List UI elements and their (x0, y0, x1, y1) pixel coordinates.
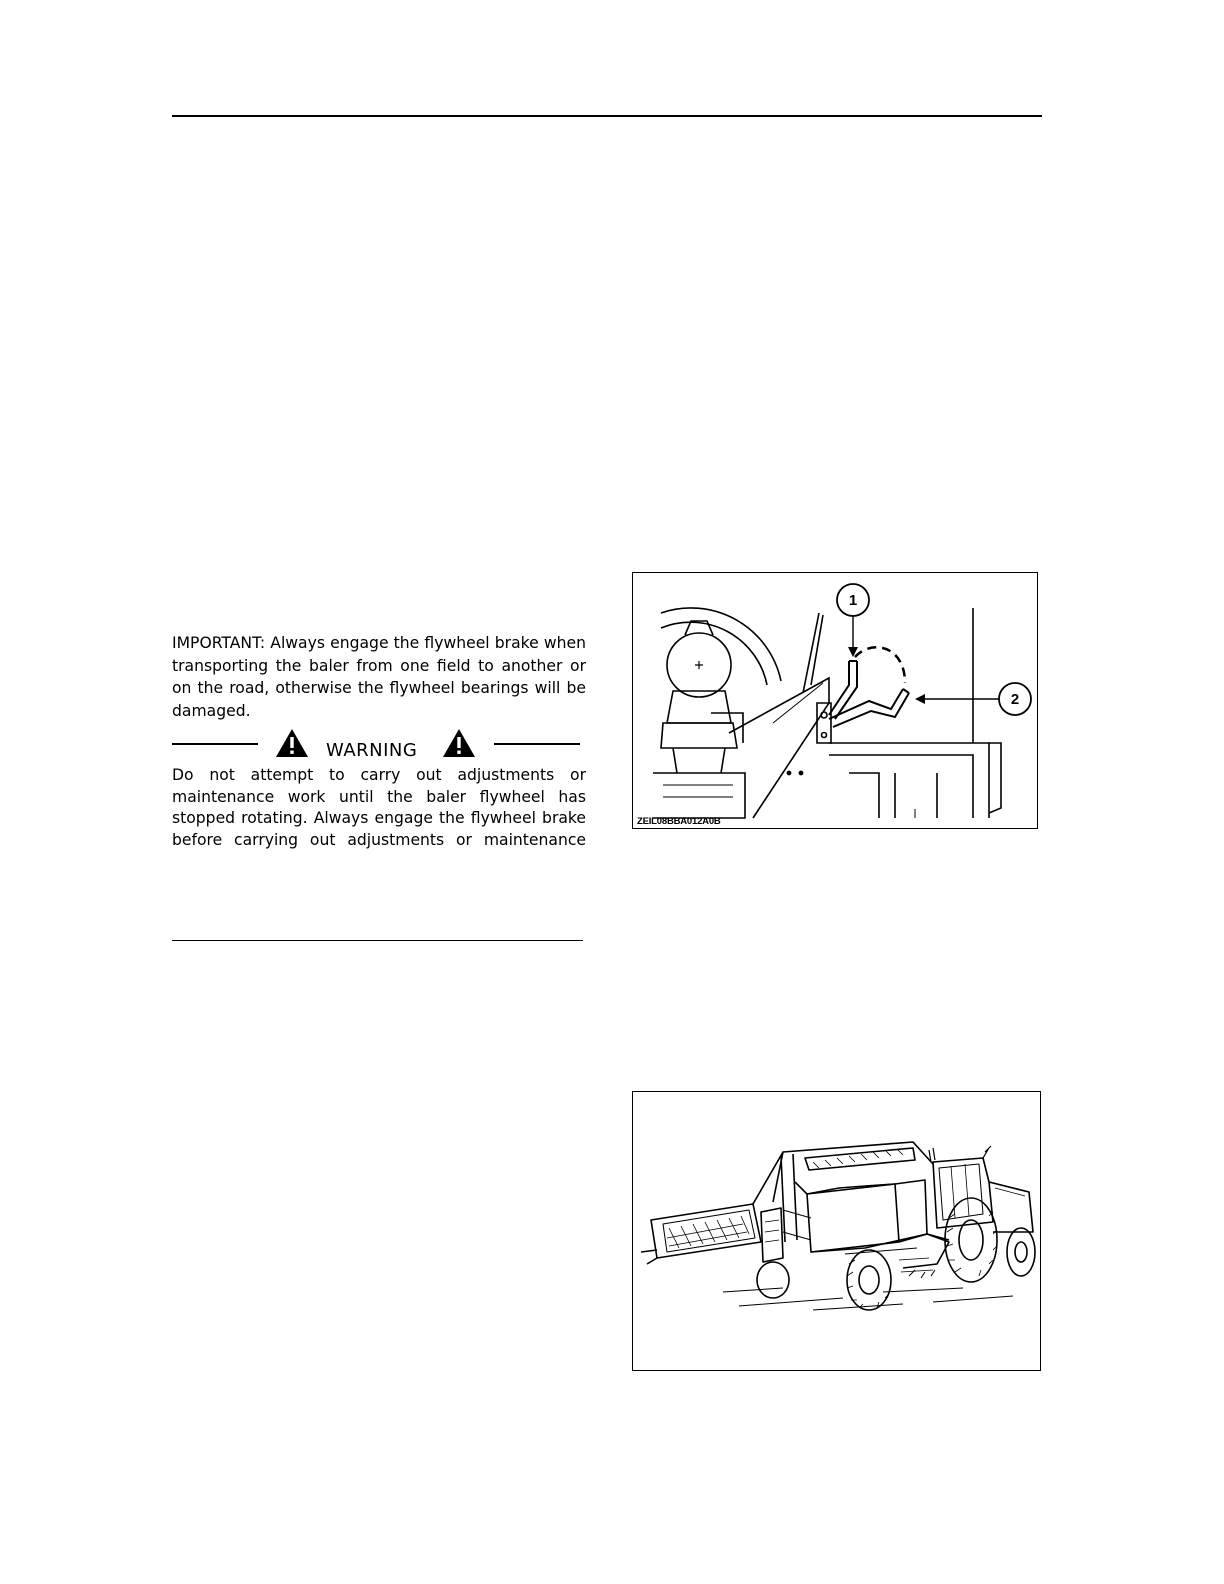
top-rule (172, 115, 1042, 117)
section-end-rule (172, 940, 583, 941)
flywheel-brake-figure (632, 572, 1038, 829)
baler-tractor-figure (632, 1091, 1041, 1371)
warning-rule-left (172, 743, 258, 745)
callout-2: 2 (1010, 691, 1020, 708)
warning-text: Do not attempt to carry out adjustments or maintenance work until the baler flywheel has stopped rotating. Always engage the flywheel brake before carrying out adjustments or maintenance (172, 766, 586, 849)
flywheel-brake-illustration (633, 573, 1038, 829)
callout-1: 1 (848, 592, 858, 609)
important-note: IMPORTANT: Always engage the flywheel brake when transporting the baler from one field to another or on the road, otherwise the flywheel bearings will be damaged. (172, 634, 586, 720)
warning-rule-right (494, 743, 580, 745)
warning-triangle-icon (442, 728, 476, 758)
warning-triangle-icon (275, 728, 309, 758)
figure-code: ZEIL08BBA012A0B (637, 816, 721, 827)
warning-header (172, 728, 586, 764)
warning-label: WARNING (326, 740, 418, 761)
baler-tractor-illustration (633, 1092, 1041, 1371)
